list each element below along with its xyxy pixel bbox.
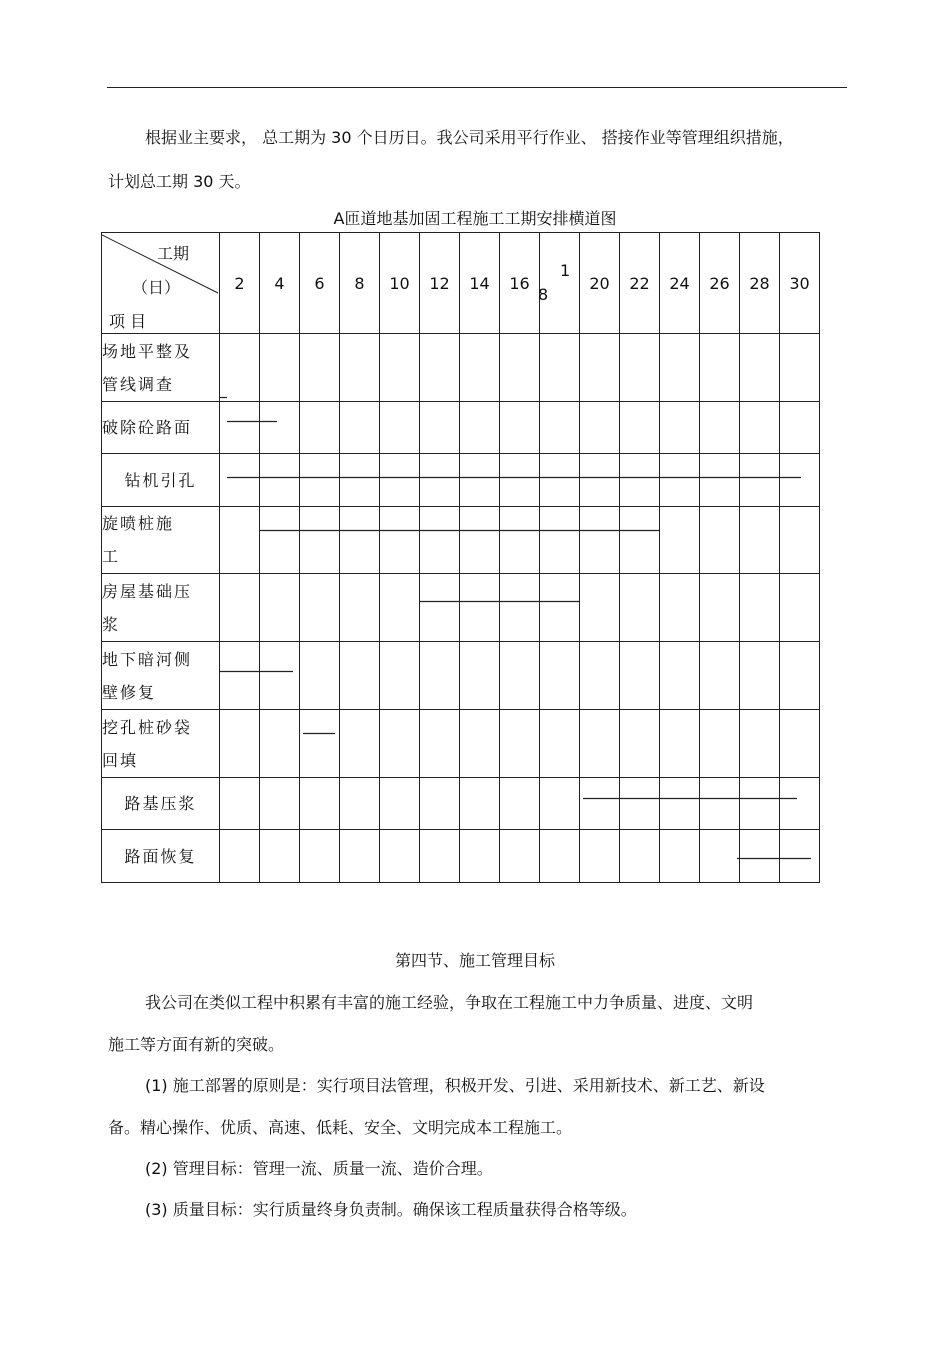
day-header: 14 <box>460 233 500 334</box>
header-rule <box>107 87 847 88</box>
intro-line-2: 计划总工期 30 天。 <box>108 172 251 191</box>
day-header: 26 <box>700 233 740 334</box>
day-header: 10 <box>380 233 420 334</box>
day-header: 22 <box>620 233 660 334</box>
day-header: 4 <box>260 233 300 334</box>
task-row <box>102 454 820 507</box>
intro-line-1: 根据业主要求， 总工期为 30 个日历日。我公司采用平行作业、 搭接作业等管理组织措施， <box>145 128 794 147</box>
day-18-digit-1: 1 <box>560 261 571 280</box>
task-name: 路基压浆 <box>102 778 220 830</box>
task-row <box>102 334 820 402</box>
para1-line-1: 我公司在类似工程中积累有丰富的施工经验，争取在工程施工中力争质量、进度、文明 <box>145 993 754 1012</box>
task-name: 场地平整及 管线调查 <box>102 334 220 402</box>
task-row <box>102 402 820 454</box>
day-header-18 <box>540 233 580 334</box>
task-name: 房屋基础压 浆 <box>102 574 220 642</box>
task-row <box>102 710 820 778</box>
item2: (2) 管理目标：管理一流、质量一流、造价合理。 <box>145 1159 493 1178</box>
gantt-table <box>101 232 820 883</box>
day-header: 12 <box>420 233 460 334</box>
corner-label-item: 项 目 <box>109 312 147 331</box>
day-header: 24 <box>660 233 700 334</box>
item1-line-1: (1) 施工部署的原则是：实行项目法管理，积极开发、引进、采用新技术、新工艺、新设 <box>145 1076 765 1095</box>
task-name: 地下暗河侧 壁修复 <box>102 642 220 710</box>
table-caption: A匝道地基加固工程施工工期安排横道图 <box>333 209 617 228</box>
task-name: 钻机引孔 <box>102 454 220 507</box>
header-row <box>102 233 820 334</box>
day-18-digit-2: 8 <box>538 285 549 304</box>
day-header: 16 <box>500 233 540 334</box>
day-header: 8 <box>340 233 380 334</box>
day-header: 2 <box>220 233 260 334</box>
para1-line-2: 施工等方面有新的突破。 <box>108 1035 285 1054</box>
day-header: 6 <box>300 233 340 334</box>
item1-line-2: 备。精心操作、优质、高速、低耗、安全、文明完成本工程施工。 <box>108 1118 573 1137</box>
item3: (3) 质量目标：实行质量终身负责制。确保该工程质量获得合格等级。 <box>145 1200 637 1219</box>
task-row <box>102 574 820 642</box>
day-header: 28 <box>740 233 780 334</box>
day-header: 20 <box>580 233 620 334</box>
task-name: 路面恢复 <box>102 830 220 883</box>
section-title: 第四节、施工管理目标 <box>394 951 555 970</box>
task-row <box>102 507 820 574</box>
corner-label-days: （日） <box>132 278 181 297</box>
task-name: 挖孔桩砂袋 回填 <box>102 710 220 778</box>
task-name: 破除砼路面 <box>102 402 220 454</box>
corner-cell <box>102 233 220 334</box>
task-row <box>102 830 820 883</box>
task-row <box>102 642 820 710</box>
corner-label-period: 工期 <box>157 244 190 263</box>
day-header: 30 <box>780 233 820 334</box>
task-row <box>102 778 820 830</box>
task-name: 旋喷桩施 工 <box>102 507 220 574</box>
